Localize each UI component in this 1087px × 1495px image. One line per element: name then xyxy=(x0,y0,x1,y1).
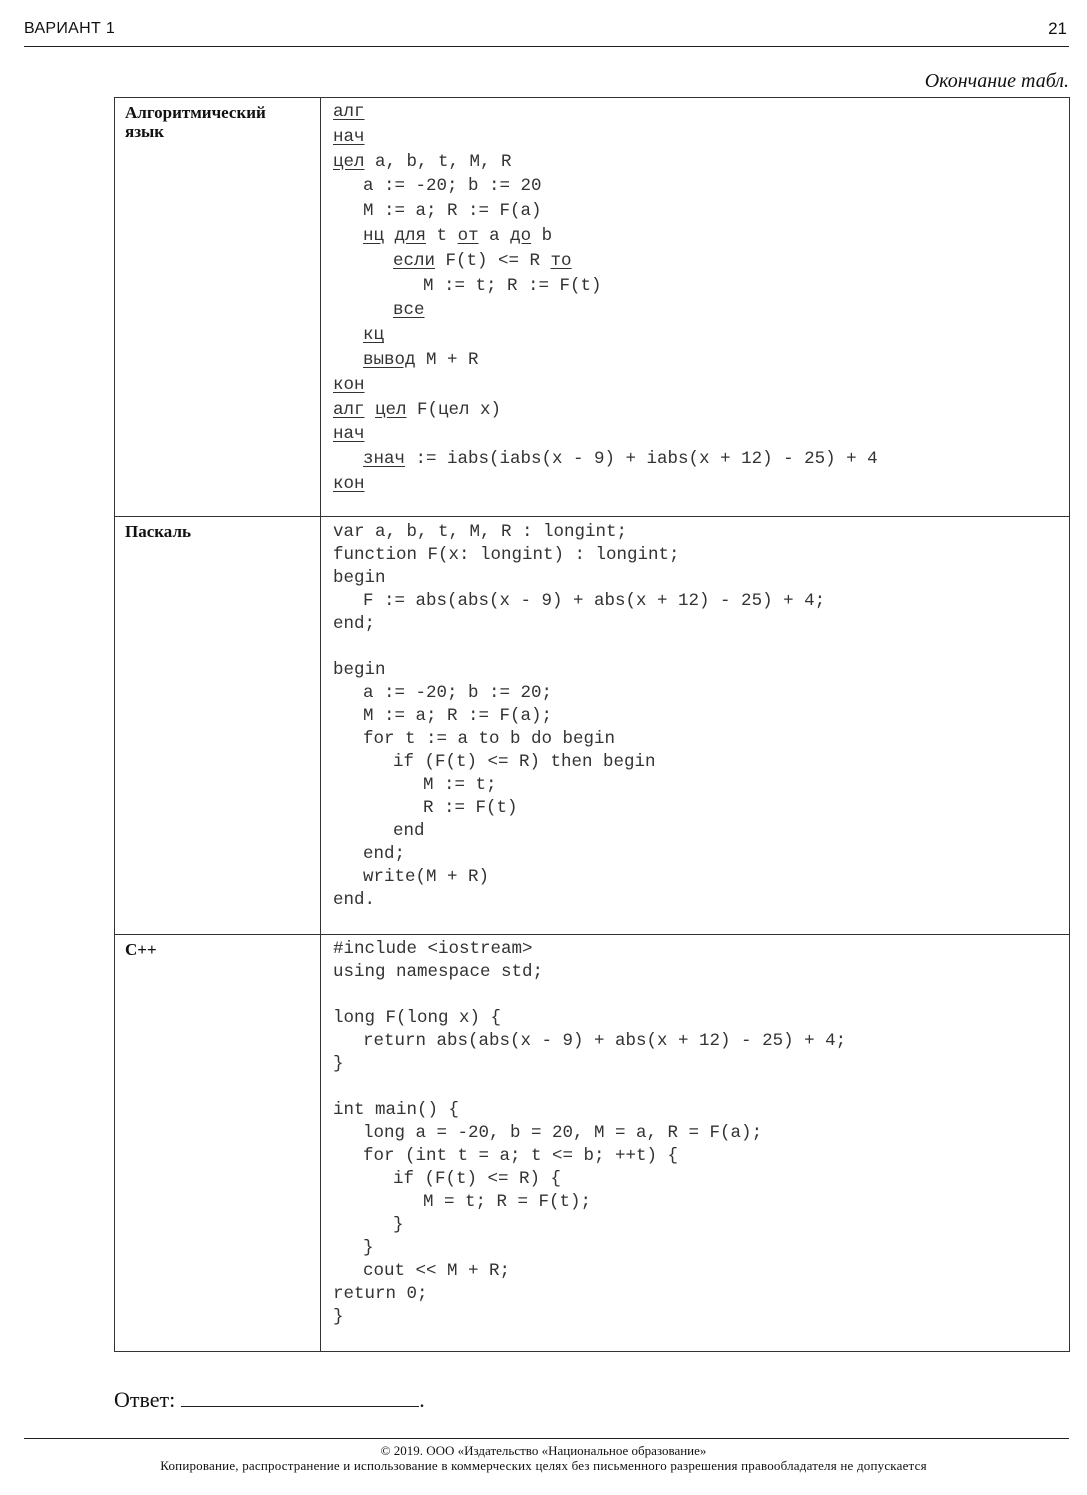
keyword: все xyxy=(393,300,425,321)
keyword: до xyxy=(510,225,532,246)
table-row-algorithmic xyxy=(115,98,1070,517)
code-line xyxy=(333,1053,1069,1076)
page-number: 21 xyxy=(1048,19,1067,38)
code-text: M := a; R := F(a) xyxy=(363,201,542,222)
code-line xyxy=(333,298,1069,323)
code-line xyxy=(333,472,1069,497)
code-text: end; xyxy=(333,614,376,634)
code-line xyxy=(333,1007,1069,1030)
keyword: нач xyxy=(333,126,365,147)
code-line xyxy=(333,613,1069,636)
code-text: end xyxy=(393,821,425,841)
code-line xyxy=(333,797,1069,820)
answer-suffix: . xyxy=(419,1387,425,1412)
code-text: long F(long x) { xyxy=(333,1008,502,1028)
code-text: R := F(t) xyxy=(423,798,518,818)
keyword: цел xyxy=(333,151,365,172)
code-line xyxy=(333,1030,1069,1053)
keyword: от xyxy=(457,225,479,246)
code-line xyxy=(333,1099,1069,1122)
keyword: нц xyxy=(363,225,385,246)
code-line xyxy=(333,1260,1069,1283)
code-text: a := -20; b := 20; xyxy=(363,683,553,703)
code-text: end. xyxy=(333,890,376,910)
keyword: алг xyxy=(333,102,365,122)
code-text: if (F(t) <= R) then begin xyxy=(393,752,656,772)
code-line xyxy=(333,249,1069,274)
keyword: знач xyxy=(363,449,406,470)
code-line xyxy=(333,751,1069,774)
code-line xyxy=(333,1145,1069,1168)
code-text: } xyxy=(333,1054,344,1074)
code-text: begin xyxy=(333,568,386,588)
keyword: вывод xyxy=(363,349,416,370)
code-line xyxy=(333,1076,1069,1099)
keyword: цел xyxy=(375,399,407,420)
code-cell xyxy=(321,935,1070,1352)
code-text: } xyxy=(393,1215,404,1235)
code-line xyxy=(333,961,1069,984)
code-line xyxy=(333,1237,1069,1260)
variant-label: ВАРИАНТ 1 xyxy=(24,20,116,37)
keyword: если xyxy=(393,250,436,271)
language-cell xyxy=(115,935,321,1352)
code-line xyxy=(333,1122,1069,1145)
code-cell xyxy=(321,98,1070,517)
code-text: write(M + R) xyxy=(363,867,490,887)
code-text: } xyxy=(363,1238,374,1258)
code-text: return abs(abs(x - 9) + abs(x + 12) - 25) + 4; xyxy=(363,1031,847,1051)
answer-line xyxy=(114,1384,425,1413)
code-text: a, b, t, M, R xyxy=(364,151,512,172)
code-line xyxy=(333,659,1069,682)
keyword: кц xyxy=(363,325,385,346)
language-cell xyxy=(115,98,321,517)
code-text: a xyxy=(478,225,511,246)
keyword: кон xyxy=(333,473,365,494)
code-text: M := a; R := F(a); xyxy=(363,706,553,726)
code-line xyxy=(333,199,1069,224)
code-text: b xyxy=(531,225,553,246)
code-line xyxy=(333,705,1069,728)
code-line xyxy=(333,820,1069,843)
code-line xyxy=(333,1214,1069,1237)
code-line xyxy=(333,567,1069,590)
code-text: M := t; xyxy=(423,775,497,795)
code-text: := iabs(iabs(x - 9) + iabs(x + 12) - 25) + 4 xyxy=(405,449,878,470)
program-table xyxy=(114,97,1070,1352)
code-line xyxy=(333,447,1069,472)
keyword: для xyxy=(394,225,427,246)
code-line xyxy=(333,150,1069,175)
table-caption: Окончание табл. xyxy=(924,70,1069,92)
code-line xyxy=(333,682,1069,705)
code-line xyxy=(333,274,1069,299)
footer-copyright: © 2019. ООО «Издательство «Национальное образование» xyxy=(380,1443,707,1458)
code-block xyxy=(333,938,1069,1329)
language-label: Паскаль xyxy=(125,522,191,541)
header-divider xyxy=(24,46,1069,47)
code-line xyxy=(333,373,1069,398)
table-row-cpp xyxy=(115,935,1070,1352)
code-line xyxy=(333,348,1069,373)
code-text: M := t; R := F(t) xyxy=(423,275,602,296)
language-label: Алгоритмический язык xyxy=(125,103,266,141)
code-line xyxy=(333,984,1069,1007)
code-line xyxy=(333,521,1069,544)
code-text: a := -20; b := 20 xyxy=(363,176,542,197)
code-line xyxy=(333,1283,1069,1306)
code-text: end; xyxy=(363,844,406,864)
code-text xyxy=(384,226,395,246)
code-line xyxy=(333,1168,1069,1191)
code-text: return 0; xyxy=(333,1284,428,1304)
footer-notice: Копирование, распространение и использование в коммерческих целях без письменного разрешения правообладателя не допускается xyxy=(160,1458,927,1473)
code-line xyxy=(333,843,1069,866)
code-text xyxy=(365,400,376,420)
code-text: var a, b, t, M, R : longint; xyxy=(333,522,628,542)
code-line xyxy=(333,398,1069,423)
code-line xyxy=(333,422,1069,447)
code-line xyxy=(333,1191,1069,1214)
code-line xyxy=(333,544,1069,567)
code-line xyxy=(333,100,1069,125)
keyword: то xyxy=(550,250,572,271)
keyword: кон xyxy=(333,374,365,395)
code-line xyxy=(333,636,1069,659)
code-text: F := abs(abs(x - 9) + abs(x + 12) - 25) + 4; xyxy=(363,591,826,611)
code-text: M + R xyxy=(415,349,479,370)
code-line xyxy=(333,590,1069,613)
keyword: алг xyxy=(333,399,365,420)
code-text: t xyxy=(426,225,458,246)
code-line xyxy=(333,224,1069,249)
code-line xyxy=(333,1306,1069,1329)
code-text: for t := a to b do begin xyxy=(363,729,616,749)
code-block xyxy=(333,100,1069,497)
code-text: F(t) <= R xyxy=(435,250,551,271)
code-text: long a = -20, b = 20, M = a, R = F(a); xyxy=(363,1123,763,1143)
code-text: M = t; R = F(t); xyxy=(423,1192,592,1212)
table-row-pascal xyxy=(115,517,1070,935)
code-text: int main() { xyxy=(333,1100,460,1120)
code-line xyxy=(333,774,1069,797)
footer-divider xyxy=(24,1438,1069,1439)
code-line xyxy=(333,125,1069,150)
code-line xyxy=(333,174,1069,199)
code-text: using namespace std; xyxy=(333,962,544,982)
code-block xyxy=(333,521,1069,912)
code-text: function F(x: longint) : longint; xyxy=(333,545,680,565)
code-cell xyxy=(321,517,1070,935)
answer-label: Ответ: xyxy=(114,1387,176,1412)
code-line xyxy=(333,866,1069,889)
code-line xyxy=(333,323,1069,348)
code-text: #include <iostream> xyxy=(333,939,533,959)
answer-field[interactable] xyxy=(181,1384,419,1407)
code-text: cout << M + R; xyxy=(363,1261,511,1281)
code-line xyxy=(333,728,1069,751)
code-line xyxy=(333,889,1069,912)
code-text: if (F(t) <= R) { xyxy=(393,1169,562,1189)
keyword: нач xyxy=(333,424,365,445)
code-text: begin xyxy=(333,660,386,680)
code-text: F(цел x) xyxy=(406,399,502,420)
code-text: } xyxy=(333,1307,344,1327)
code-line xyxy=(333,938,1069,961)
code-text: for (int t = a; t <= b; ++t) { xyxy=(363,1146,679,1166)
language-cell xyxy=(115,517,321,935)
language-label: C++ xyxy=(125,940,157,959)
